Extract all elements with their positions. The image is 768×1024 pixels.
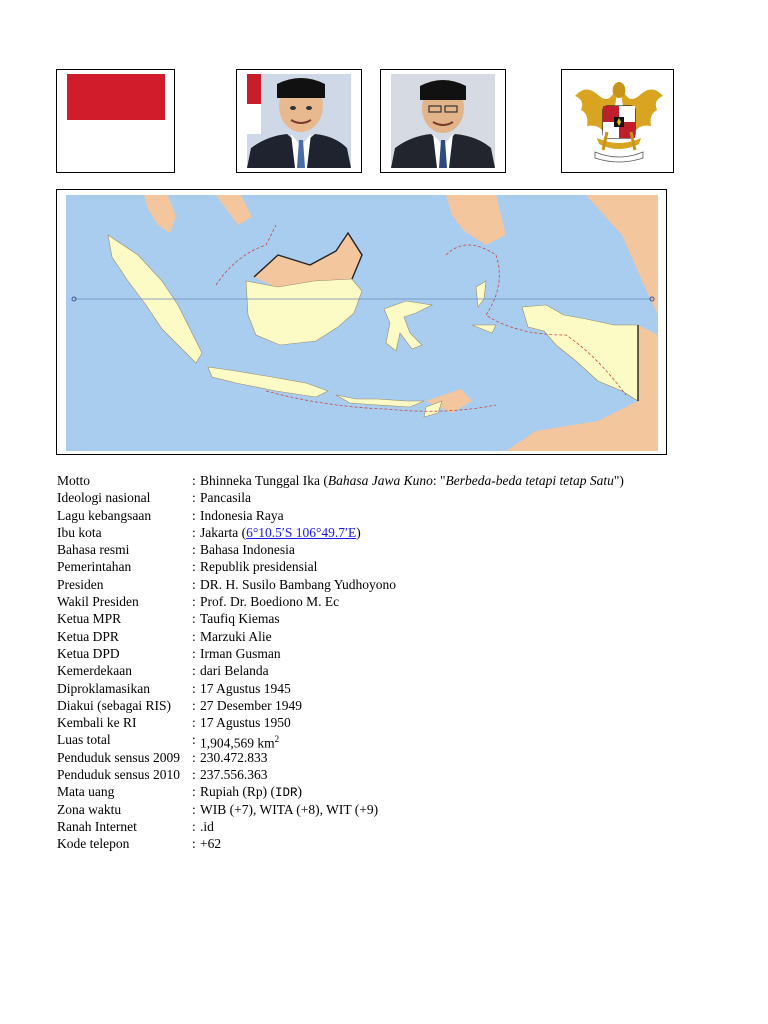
info-value — [200, 766, 268, 783]
info-label: Ketua DPR — [57, 628, 119, 644]
info-separator: : — [192, 767, 196, 783]
info-row — [57, 835, 624, 852]
flag-of-indonesia — [67, 74, 165, 120]
info-row — [57, 818, 624, 835]
info-label: Kembali ke RI — [57, 715, 137, 731]
info-label: Diproklamasikan — [57, 680, 150, 696]
info-label: Kemerdekaan — [57, 663, 132, 679]
info-value — [200, 801, 378, 818]
info-separator: : — [192, 524, 196, 540]
info-value-text: 237.556.363 — [200, 767, 268, 783]
flag-image-frame — [56, 69, 175, 173]
country-info-list — [57, 472, 624, 853]
info-separator: : — [192, 818, 196, 834]
portrait-vice-president — [391, 74, 495, 168]
info-label: Lagu kebangsaan — [57, 507, 152, 523]
info-value-italic: Bahasa Jawa Kuno — [327, 473, 433, 488]
info-value — [200, 749, 268, 766]
info-row — [57, 731, 624, 751]
superscript: 2 — [274, 734, 280, 745]
info-value-text: 17 Agustus 1945 — [200, 680, 291, 696]
info-label: Ketua MPR — [57, 611, 122, 627]
info-value-text: 27 Desember 1949 — [200, 697, 302, 713]
info-value-text: Pancasila — [200, 490, 251, 506]
info-value-text: +62 — [200, 836, 222, 852]
info-value — [200, 524, 361, 541]
info-label: Penduduk sensus 2010 — [57, 767, 181, 783]
info-row — [57, 541, 624, 558]
info-value-text: .id — [200, 818, 214, 834]
info-row — [57, 662, 624, 679]
info-value — [200, 731, 280, 751]
info-separator: : — [192, 732, 196, 748]
portrait-president — [247, 74, 351, 168]
info-label: Pemerintahan — [57, 559, 132, 575]
info-value-text: Irman Gusman — [200, 645, 281, 661]
info-label: Motto — [57, 473, 91, 488]
info-label: Zona waktu — [57, 801, 122, 817]
garuda-pancasila-emblem — [567, 74, 671, 168]
info-separator: : — [192, 559, 196, 575]
info-row — [57, 628, 624, 645]
info-label: Presiden — [57, 576, 104, 592]
info-separator: : — [192, 490, 196, 506]
info-value — [200, 489, 251, 506]
info-separator: : — [192, 836, 196, 852]
info-separator: : — [192, 594, 196, 610]
info-value-text: Indonesia Raya — [200, 507, 284, 523]
info-row — [57, 766, 624, 783]
info-value-text: Bahasa Indonesia — [200, 542, 295, 558]
info-value-text: Prof. Dr. Boediono M. Ec — [200, 594, 340, 610]
info-value-text: DR. H. Susilo Bambang Yudhoyono — [200, 576, 397, 592]
info-label: Penduduk sensus 2009 — [57, 749, 181, 765]
emblem-image-frame — [561, 69, 674, 173]
info-value — [200, 783, 302, 800]
coordinates-link[interactable]: 6°10.5′S 106°49.7′E — [246, 524, 357, 540]
info-value — [200, 697, 302, 714]
info-value-text: dari Belanda — [200, 663, 269, 679]
info-separator: : — [192, 784, 196, 800]
info-value — [200, 714, 291, 731]
info-row — [57, 697, 624, 714]
info-value-text: Bhinneka Tunggal Ika ( — [200, 473, 328, 488]
info-value-text: : " — [432, 473, 446, 488]
info-row — [57, 749, 624, 766]
info-value-text: WIB (+7), WITA (+8), WIT (+9) — [200, 801, 379, 817]
info-row — [57, 472, 624, 489]
info-value — [200, 558, 317, 575]
info-row — [57, 801, 624, 818]
info-value — [200, 818, 214, 835]
info-value-text: 230.472.833 — [200, 749, 268, 765]
info-label: Luas total — [57, 732, 111, 748]
info-value — [200, 472, 624, 489]
info-separator: : — [192, 680, 196, 696]
info-separator: : — [192, 542, 196, 558]
info-row — [57, 576, 624, 593]
info-value-text: Jakarta ( — [200, 524, 247, 540]
info-separator: : — [192, 628, 196, 644]
info-separator: : — [192, 663, 196, 679]
info-value-text: Marzuki Alie — [200, 628, 272, 644]
info-value-text: ) — [356, 524, 361, 540]
currency-code: IDR — [275, 786, 298, 801]
info-separator: : — [192, 473, 196, 488]
vice-president-photo-frame — [380, 69, 506, 173]
info-value-text: Taufiq Kiemas — [200, 611, 280, 627]
info-separator: : — [192, 611, 196, 627]
info-value-text: 17 Agustus 1950 — [200, 715, 291, 731]
info-value-text: 1,904,569 km — [200, 735, 275, 751]
info-row — [57, 680, 624, 697]
info-value — [200, 835, 221, 852]
info-separator: : — [192, 749, 196, 765]
info-label: Ideologi nasional — [57, 490, 151, 506]
info-value-italic: Berbeda-beda tetapi tetap Satu — [445, 473, 614, 488]
info-value — [200, 610, 280, 627]
info-label: Mata uang — [57, 784, 115, 800]
info-value — [200, 680, 291, 697]
info-value — [200, 593, 339, 610]
info-label: Bahasa resmi — [57, 542, 130, 558]
info-separator: : — [192, 715, 196, 731]
info-label: Diakui (sebagai RIS) — [57, 697, 171, 713]
info-value — [200, 628, 272, 645]
info-row — [57, 489, 624, 506]
map-of-indonesia — [66, 195, 658, 451]
info-separator: : — [192, 507, 196, 523]
info-value-text: ) — [297, 784, 303, 800]
info-value-text: Republik presidensial — [200, 559, 318, 575]
map-image-frame — [56, 189, 667, 455]
info-row — [57, 524, 624, 541]
info-row — [57, 714, 624, 731]
info-separator: : — [192, 697, 196, 713]
info-label: Ketua DPD — [57, 645, 120, 661]
info-separator: : — [192, 801, 196, 817]
info-row — [57, 610, 624, 627]
info-row — [57, 507, 624, 524]
info-separator: : — [192, 576, 196, 592]
info-value-text: Rupiah (Rp) ( — [200, 784, 275, 800]
president-photo-frame — [236, 69, 362, 173]
info-label: Wakil Presiden — [57, 594, 139, 610]
info-value — [200, 645, 281, 662]
info-value — [200, 576, 396, 593]
info-label: Ibu kota — [57, 524, 102, 540]
info-label: Kode telepon — [57, 836, 130, 852]
info-label: Ranah Internet — [57, 818, 137, 834]
info-value-text: ") — [613, 473, 624, 488]
info-value — [200, 507, 284, 524]
info-row — [57, 593, 624, 610]
info-row — [57, 645, 624, 662]
info-separator: : — [192, 645, 196, 661]
info-value — [200, 662, 269, 679]
info-row — [57, 558, 624, 575]
info-row — [57, 783, 624, 800]
info-value — [200, 541, 295, 558]
